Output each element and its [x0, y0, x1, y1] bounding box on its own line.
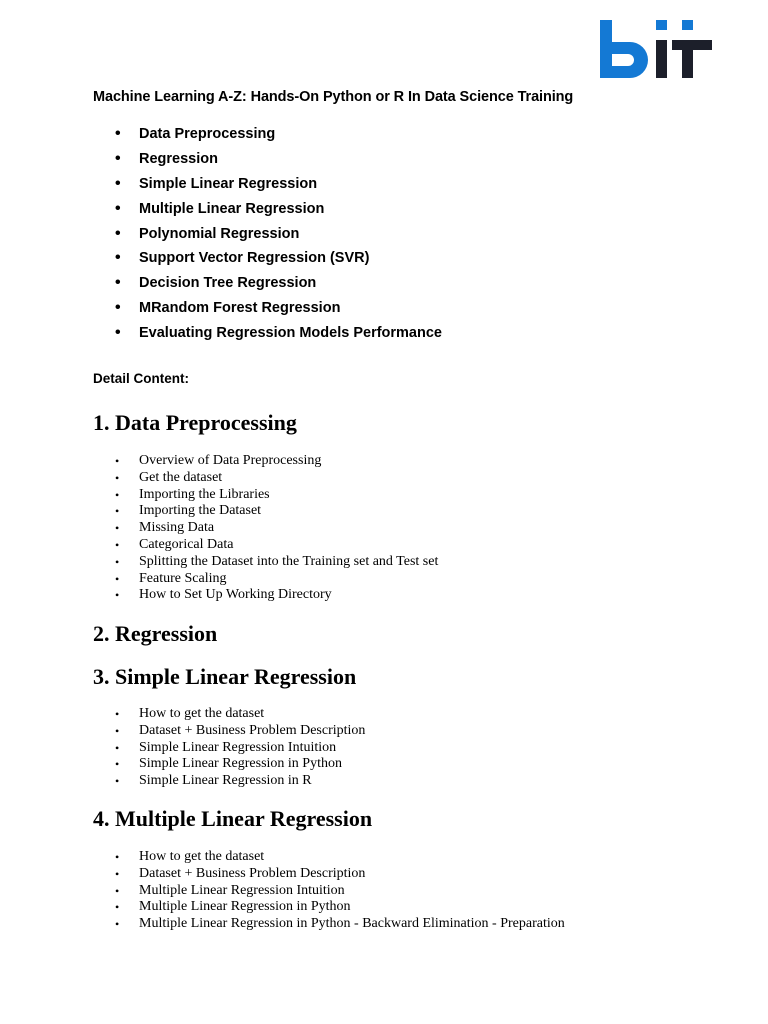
bit-logo — [598, 18, 714, 80]
section-heading: 1. Data Preprocessing — [93, 410, 297, 435]
list-item: • Importing the Dataset — [93, 503, 438, 520]
section-heading: 2. Regression — [93, 621, 218, 646]
section-item-list — [93, 849, 565, 933]
course-title: Machine Learning A-Z: Hands-On Python or R In Data Science Training — [93, 89, 574, 105]
list-item: • Categorical Data — [93, 537, 438, 554]
section-heading: 4. Multiple Linear Regression — [93, 806, 373, 831]
list-item: • How to get the dataset — [93, 849, 565, 866]
list-item: • Polynomial Regression — [93, 222, 442, 247]
list-item: • MRandom Forest Regression — [93, 296, 442, 321]
list-item: • Simple Linear Regression Intuition — [93, 740, 365, 757]
list-item: • Multiple Linear Regression Intuition — [93, 883, 565, 900]
list-item: • Decision Tree Regression — [93, 271, 442, 296]
list-item: • Regression — [93, 147, 442, 172]
list-item: • Simple Linear Regression in Python — [93, 756, 365, 773]
list-item: • Data Preprocessing — [93, 122, 442, 147]
list-item: • Evaluating Regression Models Performance — [93, 321, 442, 346]
section-item-list — [93, 453, 438, 604]
list-item: • Get the dataset — [93, 470, 438, 487]
list-item: • Support Vector Regression (SVR) — [93, 246, 442, 271]
list-item: • Simple Linear Regression in R — [93, 773, 365, 790]
list-item: • How to Set Up Working Directory — [93, 587, 438, 604]
list-item: • Multiple Linear Regression in Python - Backward Elimination - Preparation — [93, 916, 565, 933]
list-item: • Importing the Libraries — [93, 487, 438, 504]
section-heading: 3. Simple Linear Regression — [93, 664, 357, 689]
list-item: • How to get the dataset — [93, 706, 365, 723]
list-item: • Missing Data — [93, 520, 438, 537]
list-item: • Feature Scaling — [93, 571, 438, 588]
section-item-list — [93, 706, 365, 790]
detail-content-label: Detail Content: — [93, 371, 189, 386]
topic-list — [93, 122, 442, 346]
list-item: • Dataset + Business Problem Description — [93, 723, 365, 740]
list-item: • Multiple Linear Regression — [93, 197, 442, 222]
list-item: • Overview of Data Preprocessing — [93, 453, 438, 470]
list-item: • Dataset + Business Problem Description — [93, 866, 565, 883]
list-item: • Simple Linear Regression — [93, 172, 442, 197]
list-item: • Multiple Linear Regression in Python — [93, 899, 565, 916]
list-item: • Splitting the Dataset into the Training set and Test set — [93, 554, 438, 571]
